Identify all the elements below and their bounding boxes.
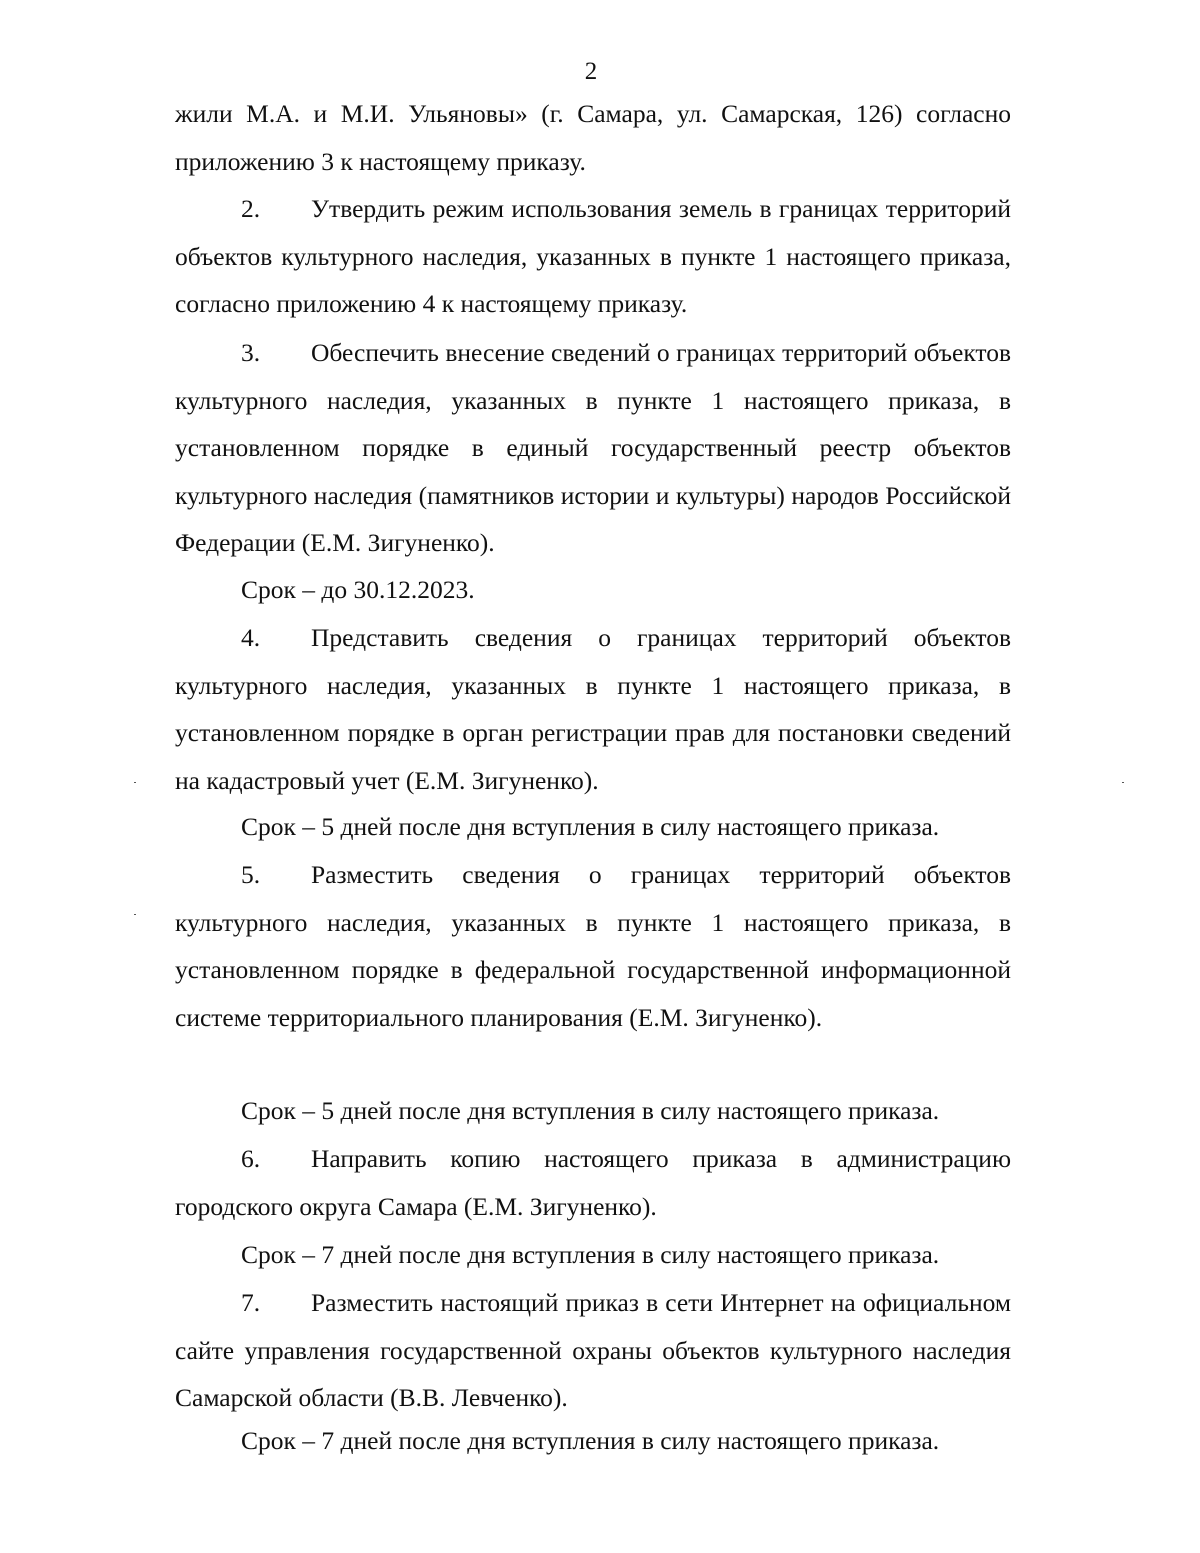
item-6-block — [175, 1135, 1011, 1230]
item-6-text: Направить копию настоящего приказа в администрацию городского округа Самара (Е.М. Зигуненко). — [175, 1144, 1011, 1221]
item-3-block — [175, 329, 1011, 567]
item-6-deadline: Срок – 7 дней после дня вступления в силу настоящего приказа. — [241, 1240, 940, 1269]
item-2-paragraph — [175, 185, 1011, 328]
item-4-deadline: Срок – 5 дней после дня вступления в силу настоящего приказа. — [241, 812, 940, 841]
item-6-paragraph — [175, 1135, 1011, 1230]
item-5-deadline-block — [175, 1087, 1011, 1135]
item-7-paragraph — [175, 1279, 1011, 1422]
item-3-deadline-block — [175, 566, 1011, 614]
item-4-number: 4. — [241, 623, 261, 652]
item-3-paragraph — [175, 329, 1011, 567]
item-5-paragraph — [175, 851, 1011, 1041]
item-6-deadline-block — [175, 1231, 1011, 1279]
item-3-text: Обеспечить внесение сведений о границах территорий объектов культурного наследия, указанных в пункте 1 настоящего приказа, в установленном порядке в единый государственный реестр объектов культурного наследия (памятников истории и культуры) народов Российской Федерации (Е.М. Зигуненко). — [175, 338, 1011, 558]
item-7-deadline: Срок – 7 дней после дня вступления в силу настоящего приказа. — [241, 1426, 940, 1455]
item-2-block — [175, 185, 1011, 328]
intro-paragraph: жили М.А. и М.И. Ульяновы» (г. Самара, ул. Самарская, 126) согласно приложению 3 к настоящему приказу. — [175, 99, 1011, 176]
item-2-number: 2. — [241, 194, 261, 223]
item-7-deadline-block — [175, 1417, 1011, 1465]
scan-speck — [134, 782, 136, 783]
item-3-number: 3. — [241, 338, 261, 367]
item-7-number: 7. — [241, 1288, 261, 1317]
item-4-paragraph — [175, 614, 1011, 804]
scan-speck — [1122, 782, 1124, 783]
item-5-number: 5. — [241, 860, 261, 889]
item-3-deadline: Срок – до 30.12.2023. — [241, 575, 475, 604]
item-5-deadline: Срок – 5 дней после дня вступления в силу настоящего приказа. — [241, 1096, 940, 1125]
item-4-text: Представить сведения о границах территорий объектов культурного наследия, указанных в пункте 1 настоящего приказа, в установленном порядке в орган регистрации прав для постановки сведений на кадастровый учет (Е.М. Зигуненко). — [175, 623, 1011, 795]
intro-paragraph-block — [175, 90, 1011, 185]
item-7-text: Разместить настоящий приказ в сети Интернет на официальном сайте управления государственной охраны объектов культурного наследия Самарской области (В.В. Левченко). — [175, 1288, 1011, 1413]
item-5-text: Разместить сведения о границах территорий объектов культурного наследия, указанных в пункте 1 настоящего приказа, в установленном порядке в федеральной государственной информационной системе территориального планирования (Е.М. Зигуненко). — [175, 860, 1011, 1032]
item-2-text: Утвердить режим использования земель в границах территорий объектов культурного наследия, указанных в пункте 1 настоящего приказа, согласно приложению 4 к настоящему приказу. — [175, 194, 1011, 319]
page-number: 2 — [584, 58, 598, 85]
item-7-block — [175, 1279, 1011, 1422]
item-6-number: 6. — [241, 1144, 261, 1173]
item-4-block — [175, 614, 1011, 804]
scan-speck — [134, 914, 136, 915]
item-5-block — [175, 851, 1011, 1041]
item-4-deadline-block — [175, 803, 1011, 851]
